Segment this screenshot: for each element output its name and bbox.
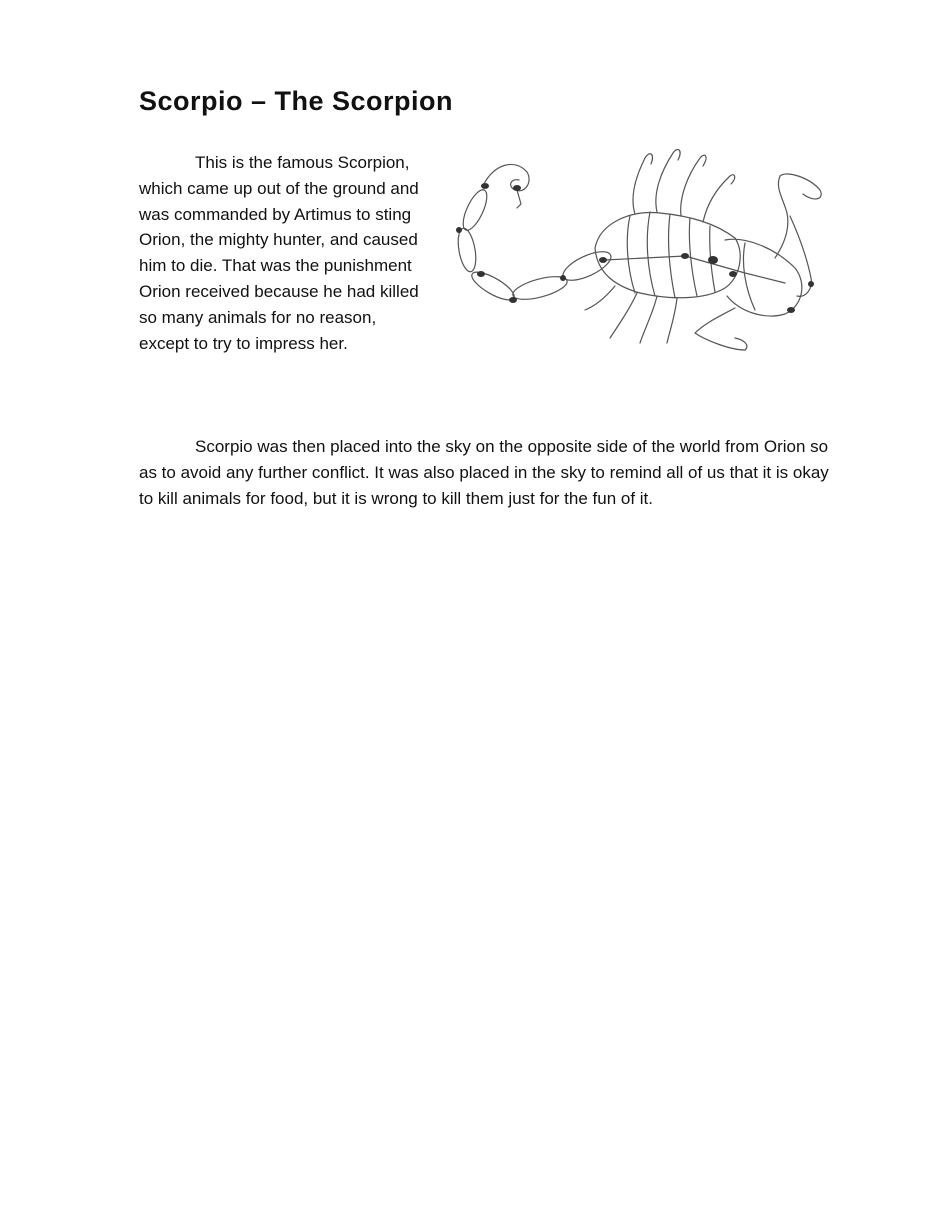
carapace-line bbox=[743, 243, 755, 310]
scorpion-drawing-svg bbox=[445, 128, 830, 368]
star-marker bbox=[509, 297, 517, 303]
scorpion-outline bbox=[455, 149, 821, 350]
lower-pincer bbox=[695, 333, 747, 350]
star-marker bbox=[481, 183, 489, 189]
leg bbox=[633, 154, 652, 214]
star-marker bbox=[560, 275, 566, 281]
stinger-tip bbox=[517, 190, 521, 208]
leg bbox=[585, 286, 615, 310]
closing-paragraph bbox=[139, 434, 834, 511]
tail-segment bbox=[559, 246, 615, 286]
closing-paragraph-text: Scorpio was then placed into the sky on the opposite side of the world from Orion so as to avoid any further conflict. It was also placed in the sky to remind all of us that it is okay to kill animals for food, but it is wrong to kill them just for the fun of it. bbox=[139, 437, 829, 508]
star-marker bbox=[787, 307, 795, 313]
star-marker bbox=[681, 253, 689, 259]
star-marker bbox=[808, 281, 814, 287]
lower-arm bbox=[695, 308, 735, 333]
star-marker bbox=[456, 227, 462, 233]
abdomen bbox=[595, 213, 740, 298]
spine-line bbox=[605, 256, 785, 283]
leg bbox=[681, 155, 706, 216]
stinger bbox=[483, 164, 529, 190]
tail-segment bbox=[458, 187, 491, 234]
intro-paragraph bbox=[139, 150, 429, 356]
star-marker bbox=[477, 271, 485, 277]
leg bbox=[610, 293, 637, 338]
upper-arm bbox=[775, 213, 788, 258]
leg bbox=[656, 149, 680, 212]
leg bbox=[667, 298, 677, 343]
leg bbox=[640, 296, 657, 343]
scorpion-illustration bbox=[445, 128, 830, 368]
upper-pincer bbox=[778, 174, 821, 213]
star-marker bbox=[599, 257, 607, 263]
tail-segment bbox=[455, 227, 478, 273]
page-title: Scorpio – The Scorpion bbox=[139, 86, 454, 116]
body-segment-line bbox=[627, 216, 635, 293]
star-marker bbox=[729, 271, 737, 277]
star-marker bbox=[708, 256, 718, 264]
body-segment-line bbox=[647, 212, 655, 296]
intro-paragraph-text: This is the famous Scorpion, which came up out of the ground and was commanded by Artimus to sting Orion, the mighty hunter, and caused him to die. That was the punishment Orion received because he had killed so many animals for no reason, except to try to impress her. bbox=[139, 153, 419, 353]
star-marker bbox=[513, 185, 521, 191]
leg bbox=[703, 175, 735, 222]
